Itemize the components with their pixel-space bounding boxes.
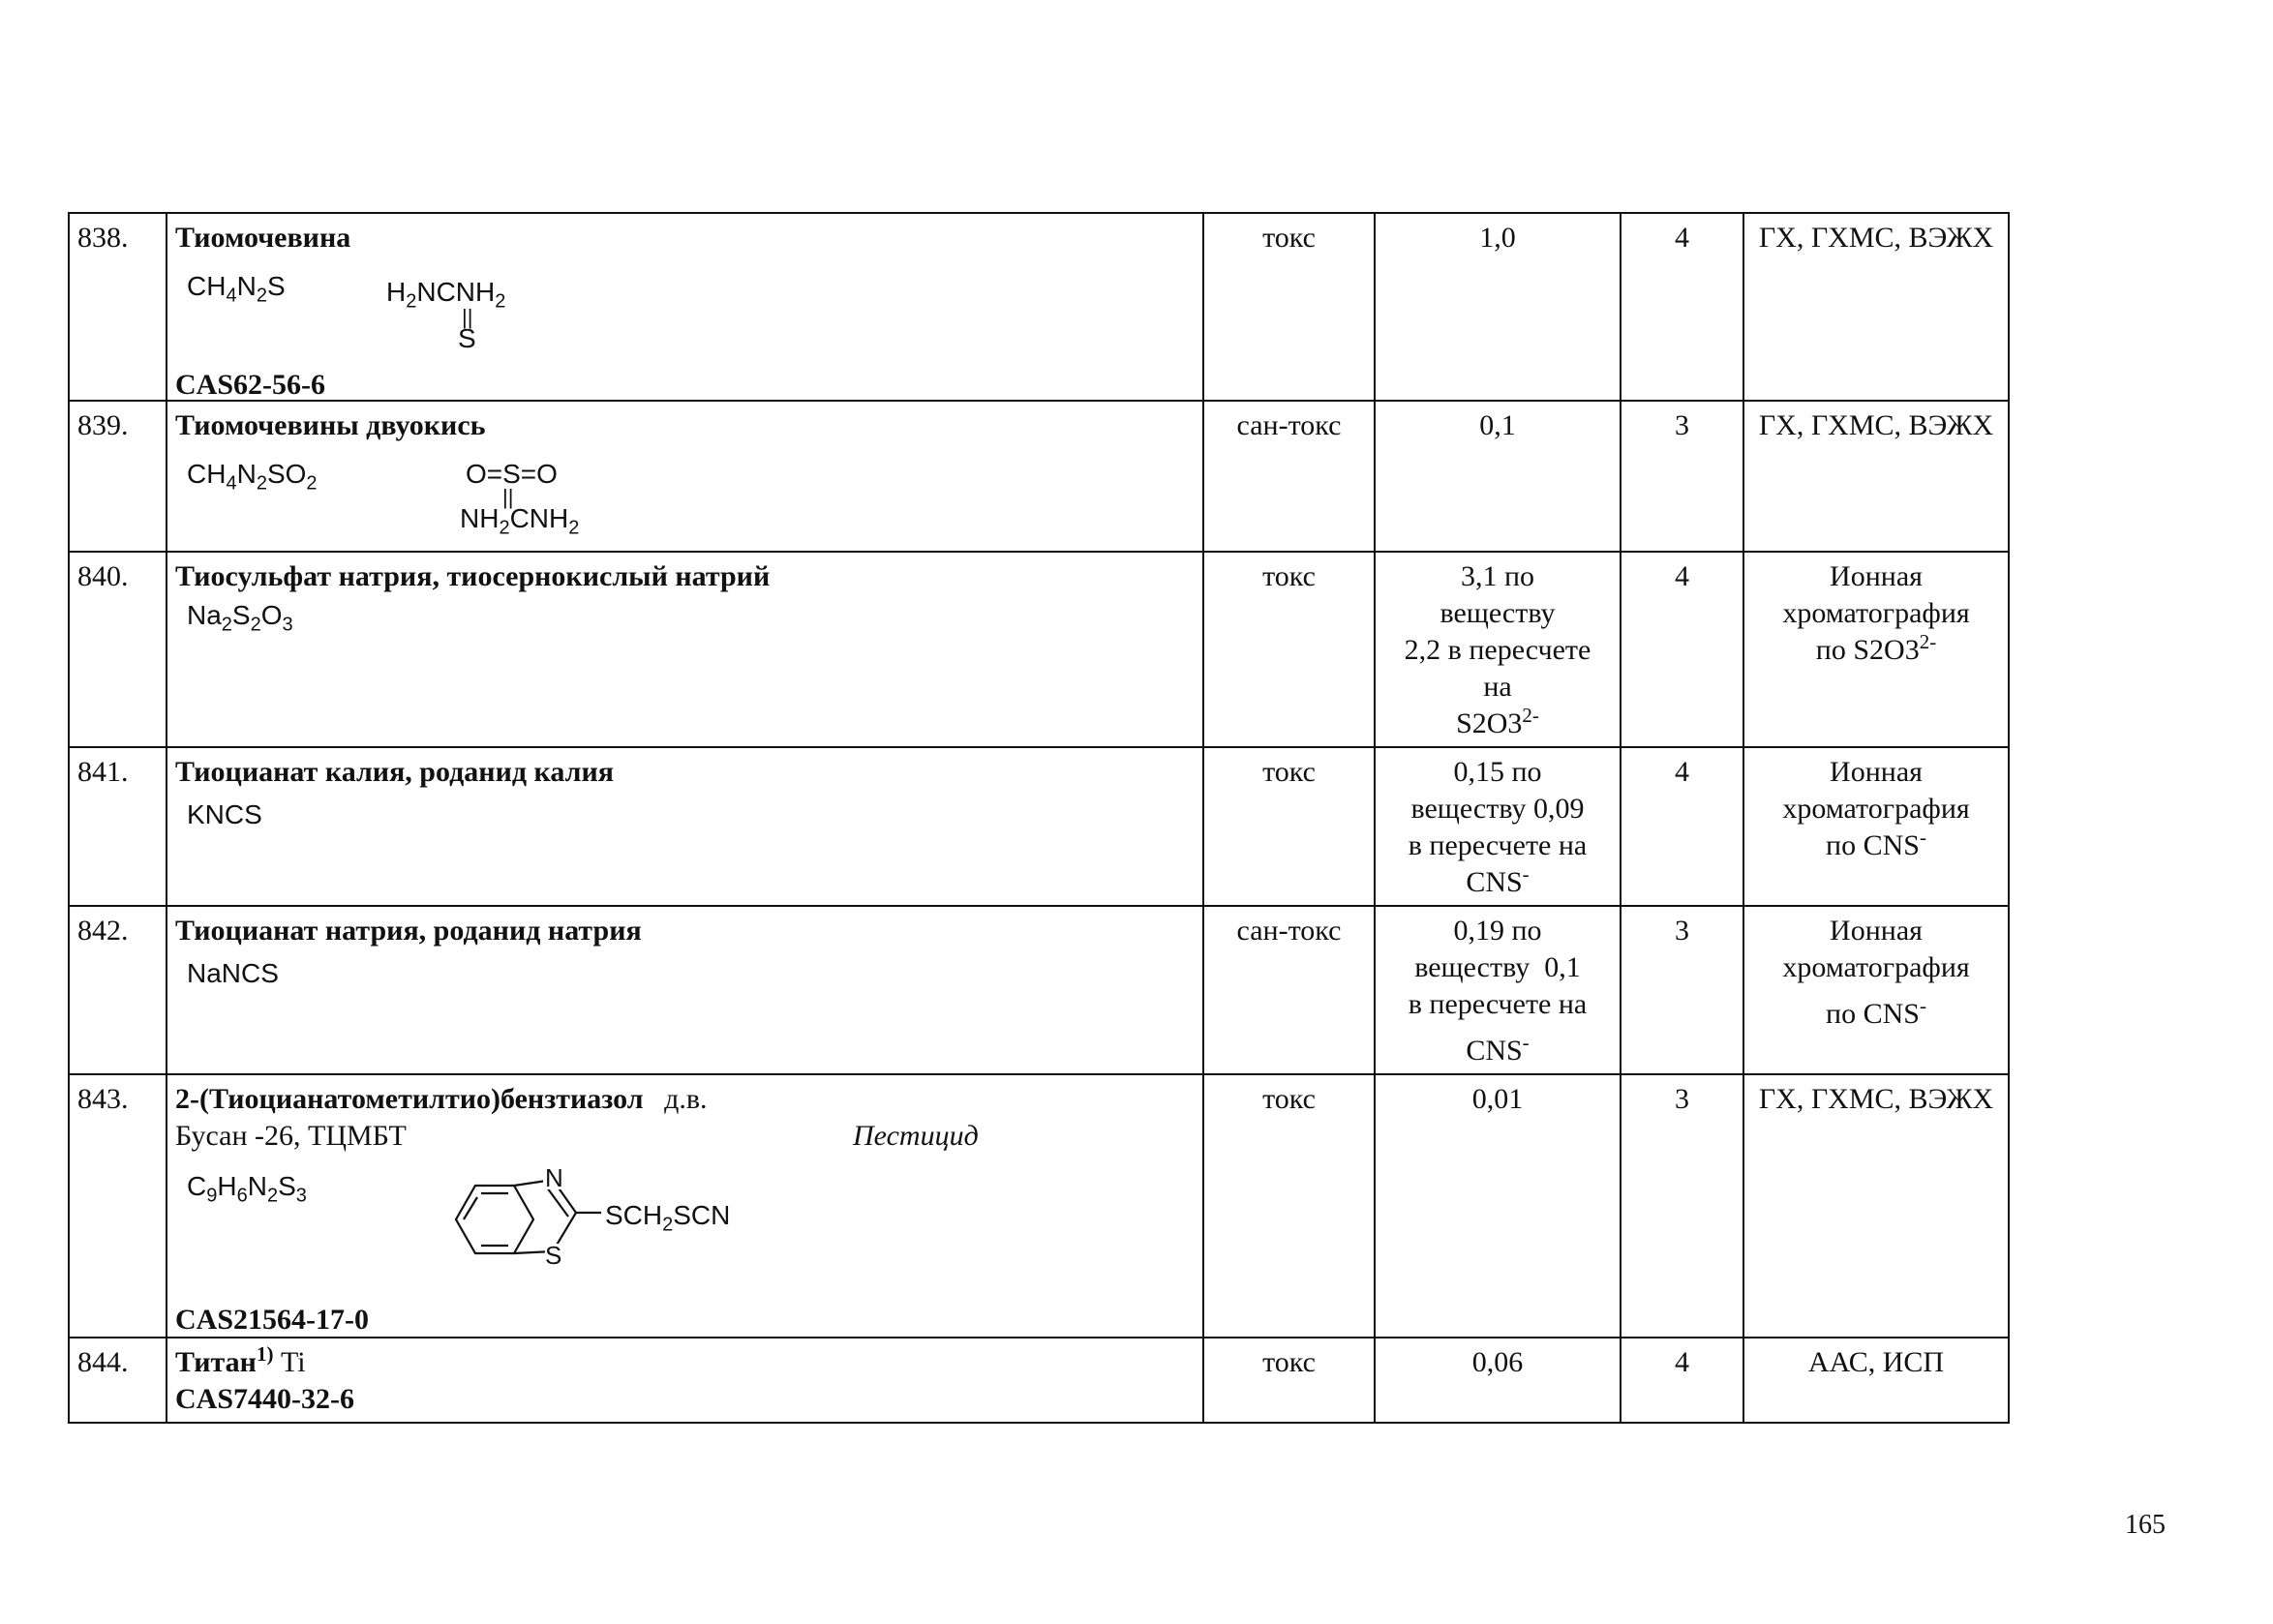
structure-amine: $NH_2CNH_2$	[460, 503, 580, 539]
value-cell	[1375, 906, 1621, 1074]
ring-sulfur: S	[545, 1241, 562, 1270]
value-line: в пересчете на	[1408, 988, 1588, 1020]
class-cell: токс	[1203, 213, 1375, 401]
substance-cell	[167, 906, 1203, 1074]
chemical-formula: KNCS	[187, 799, 262, 829]
table-row	[69, 906, 2009, 1074]
cas-number: CAS62-56-6	[175, 369, 325, 401]
hazard-cell: 4	[1621, 1338, 1743, 1423]
row-number: 844.	[69, 1338, 167, 1423]
substance-table	[68, 212, 2010, 1424]
substance-name: Титан	[175, 1346, 257, 1378]
row-number: 842.	[69, 906, 167, 1074]
row-number: 838.	[69, 213, 167, 401]
chemical-formula: $CH_4N_2SO_2$	[187, 459, 318, 495]
value-cell: 0,1	[1375, 401, 1621, 552]
table-row	[69, 747, 2009, 906]
value-line: в пересчете на	[1408, 829, 1588, 861]
value-cell	[1375, 552, 1621, 747]
value-cell	[1375, 747, 1621, 906]
class-cell: сан-токс	[1203, 906, 1375, 1074]
chemical-formula: NaNCS	[187, 958, 279, 988]
value-cell: 0,01	[1375, 1074, 1621, 1338]
method-line: хроматография	[1782, 951, 1970, 983]
substance-name-line	[175, 1344, 1195, 1381]
class-cell: сан-токс	[1203, 401, 1375, 552]
class-cell: токс	[1203, 747, 1375, 906]
cas-number: CAS7440-32-6	[175, 1383, 354, 1415]
double-bond: ||	[502, 485, 514, 509]
method-cell	[1743, 552, 2009, 747]
method-cell: ГХ, ГХМС, ВЭЖХ	[1743, 213, 2009, 401]
chemical-formula: $CH_4N_2S$	[187, 271, 286, 307]
method-line: Ионная	[1830, 915, 1923, 947]
table-row	[69, 1338, 2009, 1423]
chemical-formula: $Na_2S_2O_3$	[187, 600, 293, 636]
value-line: веществу	[1440, 597, 1556, 629]
footnote-marker: 1)	[256, 1342, 274, 1366]
chemical-formula: $C_9H_6N_2S_3$	[187, 1171, 307, 1207]
substance-name: Тиосульфат натрия, тиосернокислый натрий	[175, 560, 771, 592]
structural-formula: $H_2NCNH_2$	[386, 277, 506, 313]
method-ion: по $S2O3^{2-}$	[1815, 630, 1937, 666]
value-line: веществу 0,09	[1410, 793, 1585, 825]
method-cell: ГХ, ГХМС, ВЭЖХ	[1743, 1074, 2009, 1338]
value-line: на	[1483, 671, 1512, 703]
hazard-cell: 3	[1621, 1074, 1743, 1338]
substance-cell	[167, 1074, 1203, 1338]
value-line: 0,15 по	[1453, 756, 1542, 788]
name-suffix: д.в.	[664, 1083, 708, 1115]
value-cell: 1,0	[1375, 213, 1621, 401]
method-cell: ААС, ИСП	[1743, 1338, 2009, 1423]
substance-name: Тиомочевина	[175, 222, 351, 254]
row-number: 843.	[69, 1074, 167, 1338]
method-ion: по CNS-	[1826, 994, 1926, 1030]
page-number: 165	[2125, 1510, 2166, 1540]
hazard-cell: 4	[1621, 213, 1743, 401]
table-row	[69, 213, 2009, 401]
substance-cell	[167, 401, 1203, 552]
element-symbol: Ti	[280, 1346, 306, 1378]
substituent-group: $SCH_2SCN$	[605, 1200, 731, 1236]
method-cell: ГХ, ГХМС, ВЭЖХ	[1743, 401, 2009, 552]
value-line: веществу 0,1	[1414, 951, 1581, 983]
hazard-cell: 3	[1621, 401, 1743, 552]
method-ion: по CNS-	[1826, 826, 1926, 861]
value-line: 3,1 по	[1460, 560, 1535, 592]
structure-sulfur: S	[458, 323, 476, 353]
ring-nitrogen: N	[545, 1166, 563, 1192]
note-pesticide: Пестицид	[853, 1120, 979, 1152]
substance-name: 2-(Тиоцианатометилтио)бензтиазол	[175, 1083, 644, 1115]
value-ion: CNS-	[1466, 862, 1530, 898]
hazard-cell: 3	[1621, 906, 1743, 1074]
substance-name-line	[175, 1081, 1195, 1118]
substance-cell	[167, 747, 1203, 906]
row-number: 841.	[69, 747, 167, 906]
method-line: Ионная	[1830, 756, 1923, 788]
method-cell	[1743, 906, 2009, 1074]
structural-formula: O=S=O	[466, 459, 558, 489]
table-row	[69, 552, 2009, 747]
table-row	[69, 1074, 2009, 1338]
method-line: хроматография	[1782, 597, 1970, 629]
substance-name: Тиомочевины двуокись	[175, 409, 486, 441]
value-cell: 0,06	[1375, 1338, 1621, 1423]
class-cell: токс	[1203, 1074, 1375, 1338]
row-number: 840.	[69, 552, 167, 747]
method-cell	[1743, 747, 2009, 906]
cas-number: CAS21564-17-0	[175, 1304, 369, 1336]
substance-synonyms: Бусан -26, ТЦМБТ	[175, 1120, 407, 1152]
value-ion: $S2O3^{2-}$	[1456, 704, 1539, 739]
substance-cell	[167, 213, 1203, 401]
method-line: хроматография	[1782, 793, 1970, 825]
substance-cell	[167, 1338, 1203, 1423]
value-ion: CNS-	[1466, 1031, 1530, 1067]
value-line: 0,19 по	[1453, 915, 1542, 947]
substance-cell	[167, 552, 1203, 747]
value-line: 2,2 в пересчете	[1404, 634, 1591, 666]
row-number: 839.	[69, 401, 167, 552]
hazard-cell: 4	[1621, 747, 1743, 906]
method-line: Ионная	[1830, 560, 1923, 592]
hazard-cell: 4	[1621, 552, 1743, 747]
double-bond: ||	[462, 305, 473, 329]
class-cell: токс	[1203, 552, 1375, 747]
class-cell: токс	[1203, 1338, 1375, 1423]
substance-name: Тиоцианат калия, роданид калия	[175, 756, 614, 788]
substance-name: Тиоцианат натрия, роданид натрия	[175, 915, 642, 947]
table-row	[69, 401, 2009, 552]
